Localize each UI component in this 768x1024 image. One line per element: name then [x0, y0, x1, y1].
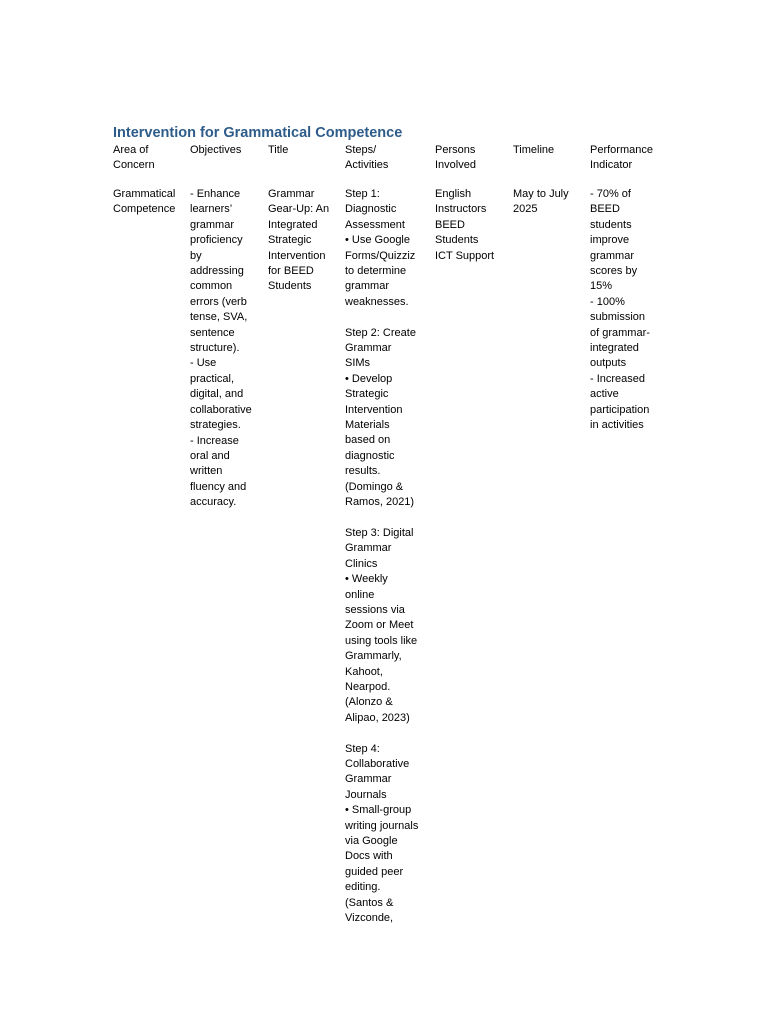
- cell-line: - Use: [190, 357, 217, 370]
- cell-line: grammar: [590, 249, 635, 262]
- cell-line: ICT Support: [435, 249, 495, 262]
- cell-line: collaborative: [190, 403, 252, 416]
- cell-line: - Increased: [590, 372, 646, 385]
- cell-line: Integrated: [268, 218, 318, 231]
- cell-persons-involved: [435, 187, 507, 264]
- header-objectives: [190, 143, 262, 158]
- cell-line: learners’: [190, 203, 233, 216]
- cell-line: addressing: [190, 265, 244, 278]
- cell-line: Docs with: [345, 850, 393, 863]
- cell-line: sentence: [190, 326, 235, 339]
- cell-line: Assessment: [345, 218, 405, 231]
- cell-timeline: [513, 187, 585, 218]
- cell-line: digital, and: [190, 388, 244, 401]
- cell-line: Ramos, 2021): [345, 496, 415, 509]
- cell-line: tense, SVA,: [190, 311, 248, 324]
- cell-line: editing.: [345, 881, 381, 894]
- cell-line: [345, 310, 429, 325]
- cell-line: to determine: [345, 265, 407, 278]
- cell-line: strategies.: [190, 419, 241, 432]
- cell-line: participation: [590, 403, 650, 416]
- cell-line: Strategic: [345, 388, 389, 401]
- header-text: Area of: [113, 144, 149, 156]
- cell-line: - 70% of: [590, 188, 631, 200]
- cell-line: Kahoot,: [345, 665, 383, 678]
- header-text: Performance: [590, 144, 653, 156]
- cell-line: errors (verb: [190, 295, 247, 308]
- cell-line: Students: [268, 280, 312, 293]
- cell-performance-indicator: [590, 187, 662, 434]
- header-text: Timeline: [513, 144, 555, 156]
- cell-line: English: [435, 188, 472, 200]
- cell-line: Intervention: [345, 403, 403, 416]
- document-title: Intervention for Grammatical Competence: [113, 125, 403, 141]
- cell-line: BEED: [435, 218, 465, 231]
- cell-line: - Enhance: [190, 188, 241, 200]
- cell-line: Vizconde,: [345, 912, 394, 925]
- cell-line: sessions via: [345, 603, 405, 616]
- header-timeline: [513, 143, 585, 158]
- cell-line: SIMs: [345, 357, 371, 370]
- cell-line: [345, 726, 429, 741]
- cell-line: common: [190, 280, 233, 293]
- cell-line: guided peer: [345, 865, 404, 878]
- header-text: Objectives: [190, 144, 242, 156]
- cell-objectives: [190, 187, 262, 511]
- cell-line: Competence: [113, 203, 176, 216]
- cell-line: grammar: [345, 280, 390, 293]
- cell-line: Grammar: [345, 342, 392, 355]
- cell-line: Nearpod.: [345, 680, 391, 693]
- cell-line: Instructors: [435, 203, 487, 216]
- cell-line: Grammar: [268, 188, 315, 200]
- cell-line: via Google: [345, 835, 398, 848]
- cell-line: (Santos &: [345, 896, 394, 909]
- cell-line: [345, 511, 429, 526]
- header-steps-activities: [345, 143, 429, 174]
- cell-line: Strategic: [268, 234, 312, 247]
- cell-line: • Small-group: [345, 804, 412, 817]
- cell-line: Students: [435, 234, 479, 247]
- cell-line: (Alonzo &: [345, 696, 393, 709]
- cell-line: Step 3: Digital: [345, 526, 414, 539]
- cell-line: Step 1:: [345, 188, 380, 200]
- cell-line: in activities: [590, 419, 644, 432]
- cell-line: diagnostic: [345, 449, 395, 462]
- cell-line: Zoom or Meet: [345, 619, 414, 632]
- header-text: Concern: [113, 159, 155, 172]
- header-title: [268, 143, 340, 158]
- cell-line: - Increase: [190, 434, 239, 447]
- cell-line: oral and: [190, 449, 230, 462]
- cell-line: grammar: [190, 218, 235, 231]
- cell-line: based on: [345, 434, 391, 447]
- cell-line: Forms/Quizziz: [345, 249, 416, 262]
- cell-line: active: [590, 388, 619, 401]
- header-text: Activities: [345, 159, 389, 172]
- header-text: Persons: [435, 144, 476, 156]
- cell-line: students: [590, 218, 632, 231]
- cell-line: Collaborative: [345, 757, 410, 770]
- cell-line: Grammarly,: [345, 650, 402, 663]
- cell-area-of-concern: [113, 187, 185, 218]
- cell-line: Materials: [345, 419, 390, 432]
- cell-line: practical,: [190, 372, 235, 385]
- cell-line: Intervention: [268, 249, 326, 262]
- cell-steps-activities: [345, 187, 429, 926]
- cell-line: May to July: [513, 188, 569, 200]
- cell-line: (Domingo &: [345, 480, 404, 493]
- cell-line: Grammatical: [113, 188, 176, 200]
- cell-line: fluency and: [190, 480, 247, 493]
- cell-line: Diagnostic: [345, 203, 397, 216]
- cell-line: Alipao, 2023): [345, 711, 410, 724]
- cell-line: written: [190, 465, 223, 478]
- cell-line: outputs: [590, 357, 627, 370]
- cell-line: improve: [590, 234, 630, 247]
- cell-line: • Use Google: [345, 234, 410, 247]
- cell-line: Clinics: [345, 557, 378, 570]
- cell-line: accuracy.: [190, 496, 237, 509]
- cell-line: structure).: [190, 342, 240, 355]
- header-text: Involved: [435, 159, 476, 172]
- cell-title: [268, 187, 340, 295]
- cell-line: for BEED: [268, 265, 314, 278]
- cell-line: weaknesses.: [345, 295, 409, 308]
- cell-line: online: [345, 588, 375, 601]
- cell-line: Journals: [345, 788, 387, 801]
- cell-line: • Weekly: [345, 573, 388, 586]
- header-text: Title: [268, 144, 289, 156]
- cell-line: Grammar: [345, 542, 392, 555]
- header-area-of-concern: [113, 143, 185, 174]
- cell-line: integrated: [590, 342, 639, 355]
- cell-line: submission: [590, 311, 646, 324]
- cell-line: • Develop: [345, 372, 393, 385]
- cell-line: writing journals: [345, 819, 419, 832]
- cell-line: by: [190, 249, 202, 262]
- cell-line: 2025: [513, 203, 538, 216]
- cell-line: BEED: [590, 203, 620, 216]
- header-persons-involved: [435, 143, 507, 174]
- header-text: Indicator: [590, 159, 633, 172]
- cell-line: results.: [345, 465, 381, 478]
- cell-line: Step 4:: [345, 742, 380, 755]
- cell-line: proficiency: [190, 234, 243, 247]
- cell-line: Step 2: Create: [345, 326, 416, 339]
- cell-line: scores by: [590, 265, 638, 278]
- cell-line: Gear-Up: An: [268, 203, 330, 216]
- cell-line: - 100%: [590, 295, 625, 308]
- cell-line: 15%: [590, 280, 613, 293]
- cell-line: of grammar-: [590, 326, 650, 339]
- header-text: Steps/: [345, 144, 377, 156]
- cell-line: using tools like: [345, 634, 418, 647]
- header-performance-indicator: [590, 143, 662, 174]
- cell-line: Grammar: [345, 773, 392, 786]
